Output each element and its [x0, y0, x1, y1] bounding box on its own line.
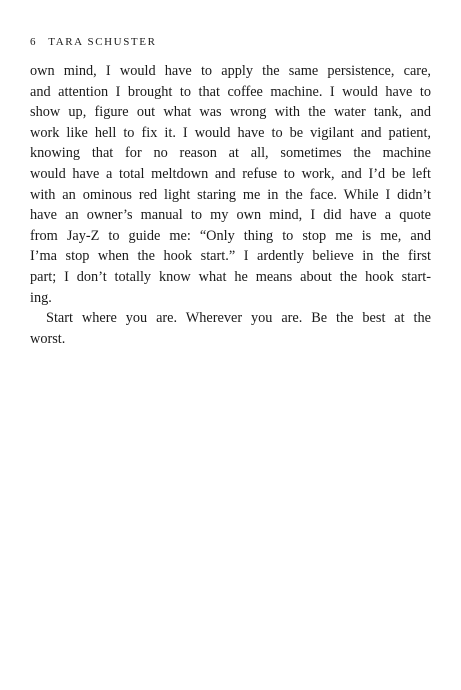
text-line: show up, figure out what was wrong with the water tank, and: [30, 104, 431, 121]
page-number: 6: [30, 36, 38, 48]
text-line: worst.: [30, 330, 66, 347]
text-line: and attention I brought to that coffee machine. I would have to: [30, 83, 431, 100]
text-line: would have a total meltdown and refuse to work, and I’d be left: [30, 165, 431, 182]
text-line: have an owner’s manual to my own mind, I did have a quote: [30, 207, 431, 224]
text-line: knowing that for no reason at all, sometimes the machine: [30, 145, 431, 162]
running-head: [30, 36, 157, 48]
text-line: from Jay-Z to guide me: “Only thing to stop me is me, and: [30, 227, 431, 244]
text-line: work like hell to fix it. I would have to be vigilant and patient,: [30, 124, 431, 141]
author-name: TARA SCHUSTER: [48, 36, 157, 48]
text-line: own mind, I would have to apply the same persistence, care,: [30, 63, 431, 79]
text-line: with an ominous red light staring me in the face. While I didn’t: [30, 186, 431, 203]
text-line: I’ma stop when the hook start.” I ardently believe in the first: [30, 248, 431, 265]
text-line: ing.: [30, 289, 52, 306]
body-text: [30, 61, 431, 349]
text-line: part; I don’t totally know what he means about the hook start-: [30, 268, 431, 285]
text-line: Start where you are. Wherever you are. Be the best at the: [46, 310, 431, 327]
